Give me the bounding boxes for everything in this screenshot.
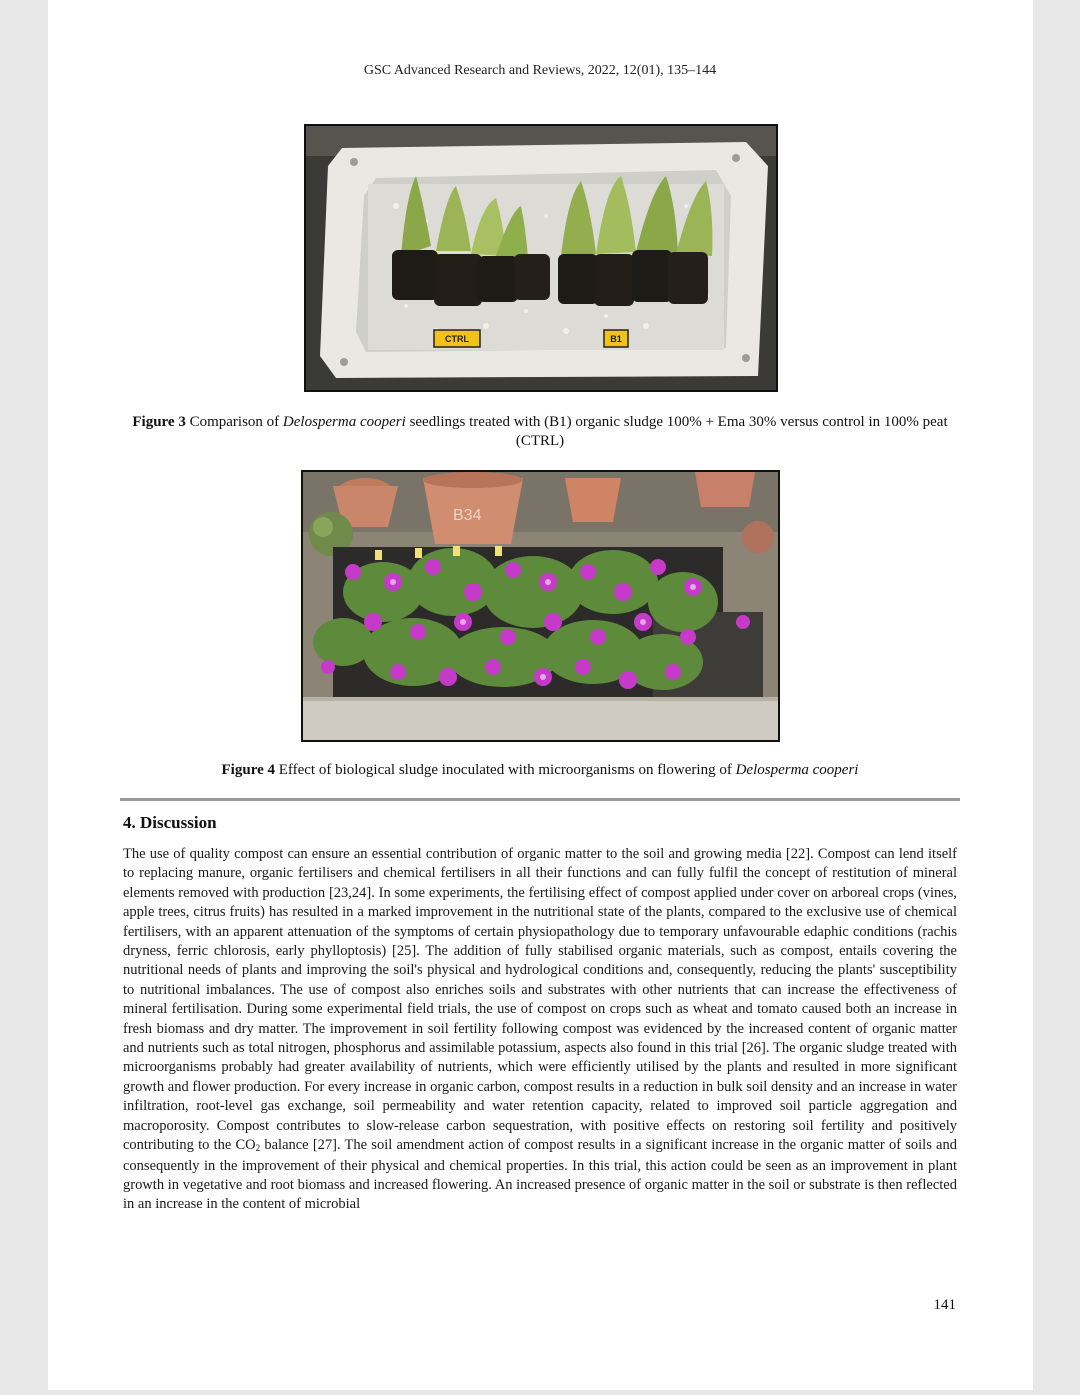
section-heading: 4. Discussion — [123, 813, 217, 832]
figure-4-caption-text: Effect of biological sludge inoculated with microorganisms on flowering of — [278, 762, 736, 778]
figure-3-caption-text-1: Comparison of — [189, 414, 283, 430]
running-header: GSC Advanced Research and Reviews, 2022, 12(01), 135–144 — [363, 63, 717, 78]
figure-3-caption-species: Delosperma cooperi — [282, 414, 406, 430]
figure-3-caption — [120, 413, 960, 451]
pot-marking: B34 — [453, 507, 482, 524]
discussion-paragraph — [123, 845, 957, 1215]
figure-4-caption — [120, 761, 960, 780]
figure-4-caption-species: Delosperma cooperi — [735, 762, 859, 778]
co2-subscript: 2 — [255, 1143, 261, 1154]
page-number: 141 — [933, 1297, 956, 1313]
b1-tag: B1 — [610, 334, 622, 344]
discussion-text-2: balance [27]. The soil amendment action of compost results in a significant increase in the organic matter of soils and consequently in the improvement of their physical and chemical properties. In this trial, this action could be seen as an improvement in plant growth in vegetative and root biomass and increased flowering. An increased presence of organic matter in the soil or substrate is then reflected in an increase in the content of microbial — [123, 1137, 957, 1213]
figure-3-caption-text-2: seedlings treated with (B1) organic sludge 100% + Ema 30% versus control in 100% peat (CTRL) — [405, 414, 948, 449]
figure-3-label: Figure 3 — [132, 414, 186, 430]
section-divider — [120, 798, 960, 801]
figure-3-photo — [304, 124, 778, 392]
figure-4-photo — [301, 470, 780, 742]
figure-4-label: Figure 4 — [221, 762, 275, 778]
discussion-text-1: The use of quality compost can ensure an essential contribution of organic matter to the soil and growing media [22]. Compost can lend itself to replacing manure, organic fertilisers and chemical fertilisers in all their functions and can fully fulfil the concept of restitution of mineral elements removed with production [23,24]. In some experiments, the fertilising effect of compost applied under cover on arboreal crops (vines, apple trees, citrus fruits) has resulted in a marked improvement in the nutritional state of the plants, compared to the exclusive use of chemical fertilisers, with an apparent attenuation of the symptoms of certain physiopathology due to temporary unfavourable edaphic conditions (rachis dryness, ferric chlorosis, early phylloptosis) [25]. The addition of fully stabilised organic materials, such as compost, entails covering the nutritional needs of plants and improving the soil's physical and hydrological conditions and, consequently, reducing the plants' susceptibility to nutritional imbalances. The use of compost also enriches soils and substrates with other nutrients that can increase the effectiveness of mineral fertilisation. During some experimental field trials, the use of compost on crops such as wheat and tomato caused both an increase in fresh biomass and dry matter. The improvement in soil fertility following compost was evidenced by the increased content of organic matter and nutrients such as total nitrogen, phosphorus and assimilable potassium, aspects also found in this trial [26]. The organic sludge treated with microorganisms probably had greater availability of nutrients, which were efficiently utilised by the plants and resulted in more significant growth and flower production. For every increase in organic carbon, compost results in a reduction in bulk soil density and an increase in water infiltration, root-level gas exchange, soil permeability and water retention capacity, related to improved soil particle aggregation and macroporosity. Compost contributes to slow-release carbon sequestration, with positive effects on restoring soil fertility and positively contributing to the CO — [123, 846, 957, 1154]
ctrl-tag: CTRL — [445, 334, 469, 344]
